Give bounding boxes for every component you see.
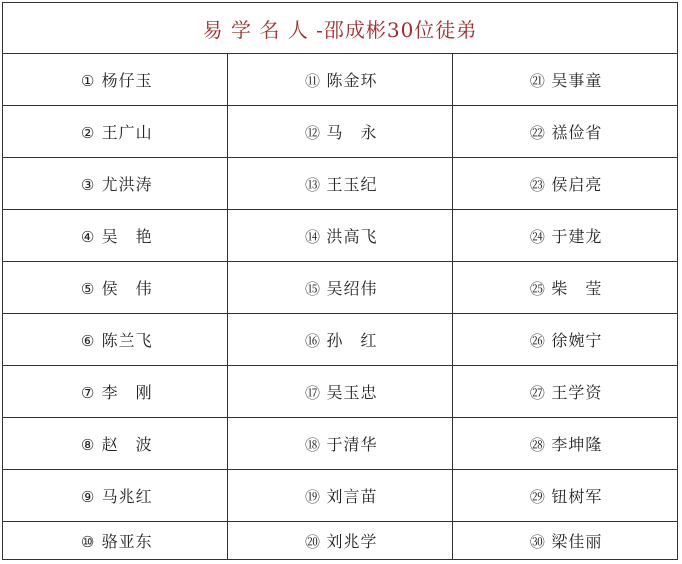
disciple-cell [3,54,228,106]
disciple-name: 徐婉宁 [551,331,603,350]
disciple-cell [452,470,677,522]
disciple-name: 马 永 [326,123,378,142]
disciple-number: ⑧ [80,436,95,454]
disciple-name: 洪高飞 [326,227,378,246]
disciple-number: ㉑ [529,72,545,90]
disciple-cell [3,470,228,522]
disciple-number: ④ [80,228,95,246]
disciple-cell [228,210,453,262]
disciple-number: ⑨ [80,488,95,506]
disciple-number: ⑲ [304,488,320,506]
table-row [3,106,677,158]
disciple-cell [452,210,677,262]
table-row [3,262,677,314]
disciple-name: 王广山 [101,123,153,142]
disciple-cell [228,106,453,158]
disciple-number: ㉕ [529,280,545,298]
disciple-name: 孙 红 [326,331,378,350]
table-row [3,366,677,418]
disciple-name: 王玉纪 [326,175,378,194]
disciple-name: 尤洪涛 [101,175,153,194]
table-row [3,210,677,262]
disciple-cell [452,262,677,314]
disciple-name: 骆亚东 [101,532,153,551]
table-row [3,314,677,366]
disciple-name: 赵 波 [101,435,153,454]
disciple-cell [452,418,677,470]
disciple-number: ⑫ [304,124,320,142]
disciple-number: ⑪ [304,72,320,90]
disciple-number: ⑦ [80,384,95,402]
disciple-number: ⑬ [304,176,320,194]
disciple-number: ⑥ [80,332,95,350]
disciple-cell [228,54,453,106]
disciple-cell [228,366,453,418]
disciple-number: ㉗ [529,384,545,402]
disciple-name: 钮树军 [551,487,603,506]
disciple-name: 李坤隆 [551,435,603,454]
disciple-number: ㉘ [529,436,545,454]
disciple-number: ⑱ [304,436,320,454]
disciple-number: ㉙ [529,488,545,506]
disciple-number: ㉒ [529,124,545,142]
disciple-number: ⑮ [304,280,320,298]
disciple-number: ⑭ [304,228,320,246]
disciple-name: 于清华 [326,435,378,454]
disciple-name: 马兆红 [101,487,153,506]
disciple-name: 吴 艳 [101,227,153,246]
disciple-name: 陈金环 [326,71,378,90]
disciple-number: ㉓ [529,176,545,194]
disciple-name: 吴绍伟 [326,279,378,298]
table-row [3,522,677,560]
disciple-cell [3,314,228,366]
disciple-name: 杨仔玉 [101,71,153,90]
disciple-cell [3,522,228,560]
disciple-name: 侯 伟 [101,279,153,298]
disciple-name: 王学资 [551,383,603,402]
page-title: 易 学 名 人 -邵成彬30位徒弟 [202,17,478,42]
disciple-table [3,54,677,559]
disciple-number: ⑰ [304,384,320,402]
disciple-name: 李 刚 [101,383,153,402]
disciple-number: ㉖ [529,332,545,350]
disciple-cell [228,470,453,522]
disciple-name: 刘兆学 [326,532,378,551]
disciple-cell [228,158,453,210]
disciple-cell [3,418,228,470]
disciple-name: 禚俭省 [551,123,603,142]
disciple-name: 梁佳丽 [551,532,603,551]
title-row [3,3,677,54]
disciple-cell [452,106,677,158]
disciple-cell [452,522,677,560]
disciple-name: 陈兰飞 [101,331,153,350]
disciple-table-body [3,54,677,559]
disciple-name: 吴事童 [551,71,603,90]
disciple-cell [3,210,228,262]
disciple-number: ③ [80,176,95,194]
disciple-name: 吴玉忠 [326,383,378,402]
disciple-name: 刘言苗 [326,487,378,506]
disciple-cell [452,366,677,418]
table-row [3,470,677,522]
disciple-number: ⑳ [304,533,320,551]
disciple-number: ② [80,124,95,142]
table-row [3,418,677,470]
disciple-number: ⑤ [80,280,95,298]
disciple-cell [3,366,228,418]
disciple-name: 柴 莹 [551,279,603,298]
disciple-cell [228,262,453,314]
disciple-cell [228,418,453,470]
disciple-number: ⑯ [304,332,320,350]
table-row [3,158,677,210]
disciple-number: ㉚ [529,533,545,551]
table-row [3,54,677,106]
roster-sheet [2,2,678,560]
disciple-number: ⑩ [80,533,95,551]
disciple-cell [452,54,677,106]
disciple-cell [3,106,228,158]
disciple-cell [452,158,677,210]
disciple-cell [452,314,677,366]
disciple-cell [228,314,453,366]
disciple-cell [228,522,453,560]
disciple-name: 于建龙 [551,227,603,246]
disciple-cell [3,158,228,210]
disciple-number: ① [80,72,95,90]
disciple-name: 侯启亮 [551,175,603,194]
disciple-cell [3,262,228,314]
disciple-number: ㉔ [529,228,545,246]
